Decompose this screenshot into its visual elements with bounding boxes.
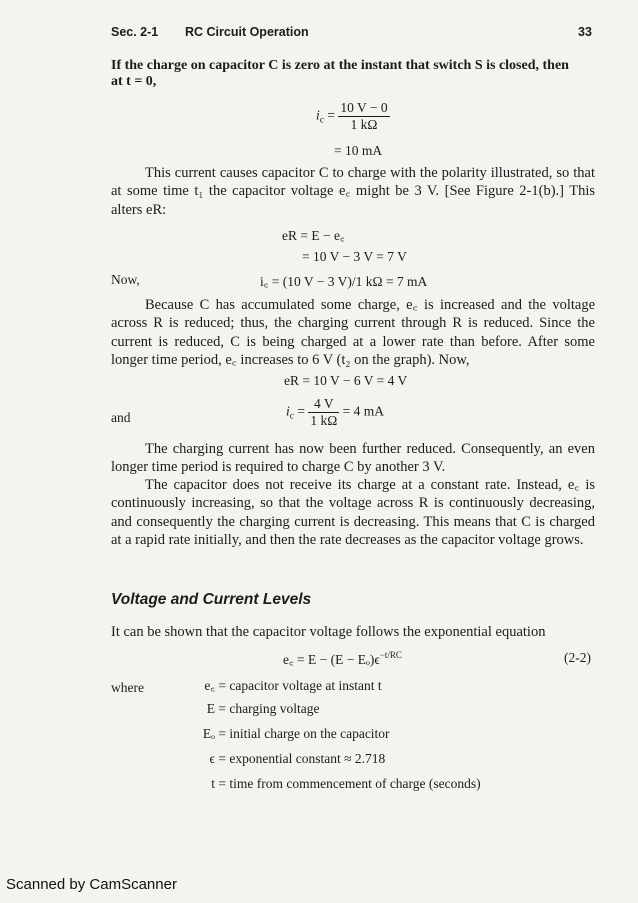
intro-line-1: If the charge on capacitor C is zero at the instant that switch S is closed, then	[111, 58, 569, 73]
definition-symbol: E =	[206, 701, 226, 716]
eq1-equals: =	[327, 107, 335, 123]
eq6-exponent: −t/RC	[379, 650, 402, 660]
eq1-result: = 10 mA	[334, 143, 383, 158]
definition-row	[196, 676, 382, 694]
eq3-expression: i꜀ = (10 V − 3 V)/1 kΩ = 7 mA	[260, 274, 428, 289]
eq5-denominator: 1 kΩ	[310, 413, 338, 428]
eq5-lhs-sub: c	[289, 411, 294, 422]
eq2-line-1: eR = E − e꜀	[282, 228, 345, 243]
eq5-label: and	[111, 410, 131, 425]
section-heading: Voltage and Current Levels	[111, 591, 312, 608]
eq5-result: = 4 mA	[342, 403, 385, 419]
paragraph-exponential: It can be shown that the capacitor voltage follows the exponential equation	[111, 624, 546, 640]
equation-2-2	[283, 650, 402, 668]
where-label: where	[111, 680, 144, 695]
eq2-line-2: = 10 V − 3 V = 7 V	[302, 249, 407, 264]
definition-symbol: ϵ =	[209, 751, 226, 766]
eq5-lhs: i	[286, 403, 290, 419]
eq1-numerator: 10 V − 0	[340, 100, 388, 115]
eq1-fraction	[338, 100, 389, 133]
eq1-denominator: 1 kΩ	[350, 117, 378, 132]
running-title: RC Circuit Operation	[185, 25, 309, 39]
definition-text: charging voltage	[229, 701, 320, 716]
equation-ic-4mA	[286, 396, 384, 429]
section-number: Sec. 2-1	[111, 25, 159, 39]
definition-symbol: Eₒ =	[202, 726, 226, 741]
equation-number: (2-2)	[564, 650, 591, 665]
definition-text: capacitor voltage at instant t	[229, 678, 382, 693]
definition-symbol: e꜀ =	[204, 678, 226, 693]
eq1-lhs-sub: c	[319, 115, 324, 126]
eq5-numerator: 4 V	[308, 396, 339, 413]
definition-row	[196, 726, 390, 742]
eq4-expression: eR = 10 V − 6 V = 4 V	[284, 373, 408, 388]
definition-row	[196, 776, 481, 792]
definition-symbol: t =	[211, 776, 226, 791]
paragraph-current-causes: This current causes capacitor C to charge with the polarity illustrated, so that at some time t₁ the capacitor voltage e꜀ might be 3 V. [See Figure 2-1(b).] This alters eR:	[111, 165, 595, 218]
definition-text: time from commencement of charge (seconds)	[229, 776, 481, 791]
definition-row	[196, 701, 319, 717]
eq3-label: Now,	[111, 272, 140, 287]
paragraph-accumulated-charge: Because C has accumulated some charge, e꜀ is increased and the voltage across R is reduced; thus, the charging current through R is reduced. Since the current is reduced, C is being charged at a lower rate than before. After some longer time period, e꜀ increases to 6 V (t₂ on the graph). Now,	[111, 297, 595, 368]
eq6-lhs: e꜀ = E − (E − Eₒ)ϵ	[283, 652, 380, 667]
eq1-lhs: i	[316, 107, 320, 123]
scanner-footer: Scanned by CamScanner	[6, 876, 177, 893]
eq5-equals: =	[297, 403, 305, 419]
paragraph-not-constant-rate: The capacitor does not receive its charge at a constant rate. Instead, e꜀ is continuously increasing, so that the voltage across R is continuously decreasing, and consequently the charging current is decreasing. This means that C is charged at a rapid rate initially, and then the rate decreases as the capacitor voltage grows.	[111, 477, 595, 548]
page-number: 33	[578, 25, 592, 39]
definition-text: exponential constant ≈ 2.718	[229, 751, 386, 766]
definition-row	[196, 751, 385, 767]
paragraph-further-reduced: The charging current has now been further reduced. Consequently, an even longer time period is required to charge C by another 3 V.	[111, 441, 595, 476]
intro-line-2: at t = 0,	[111, 74, 157, 89]
equation-ic-fraction	[316, 100, 390, 133]
eq5-fraction	[308, 396, 339, 429]
definition-text: initial charge on the capacitor	[229, 726, 390, 741]
